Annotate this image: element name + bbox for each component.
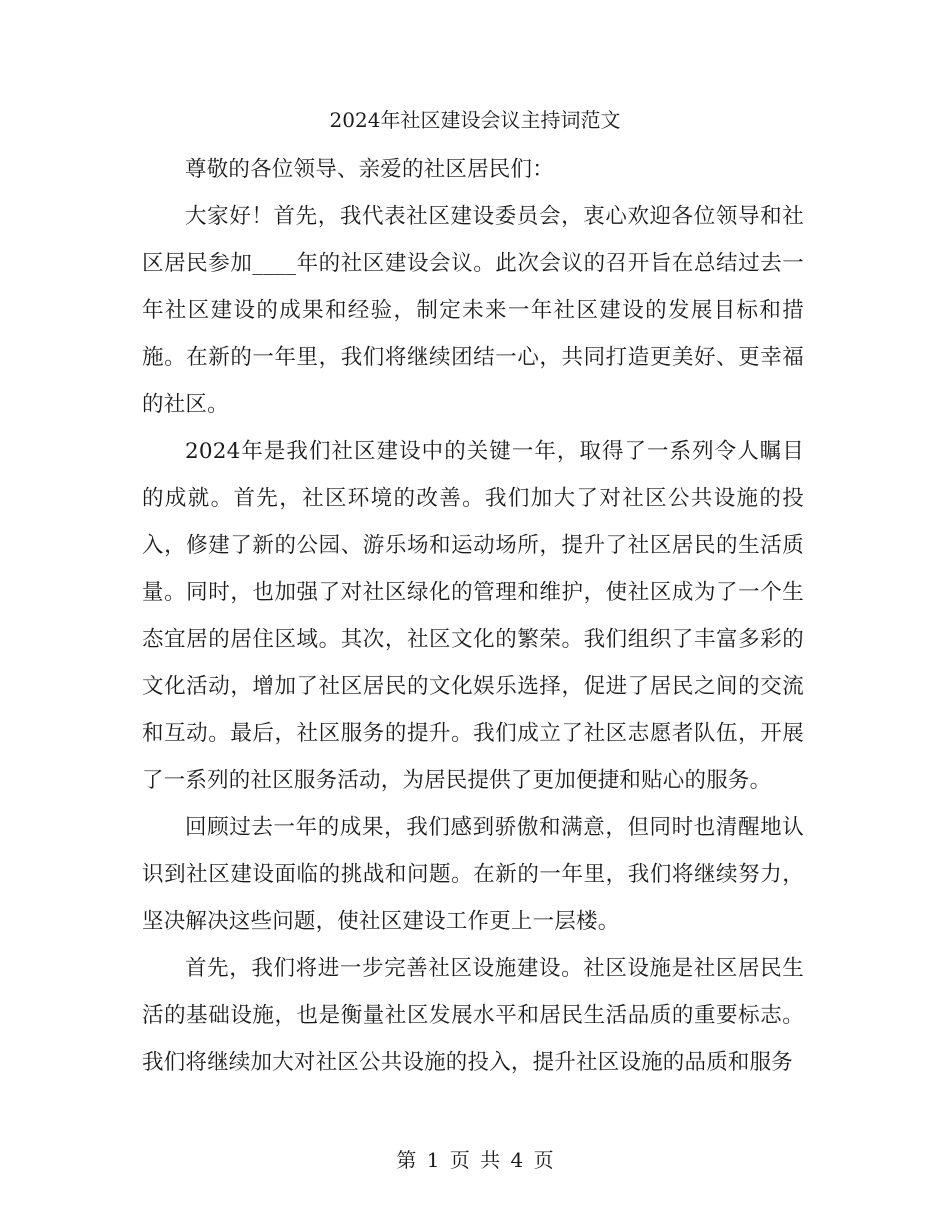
page-number-footer: 第 1 页 共 4 页	[396, 1148, 554, 1172]
reflection-paragraph: 回顾过去一年的成果，我们感到骄傲和满意，但同时也清醒地认识到社区建设面临的挑战和问题。在新的一年里，我们将继续努力，坚决解决这些问题，使社区建设工作更上一层楼。	[142, 815, 804, 934]
document-title: 2024年社区建设会议主持词范文	[329, 108, 621, 132]
opening-paragraph: 大家好！首先，我代表社区建设委员会，衷心欢迎各位领导和社区居民参加____年的社区建设会议。此次会议的召开旨在总结过去一年社区建设的成果和经验，制定未来一年社区建设的发展目标和措施。在新的一年里，我们将继续团结一心，共同打造更美好、更幸福的社区。	[142, 204, 804, 417]
salutation-paragraph: 尊敬的各位领导、亲爱的社区居民们：	[185, 157, 554, 182]
achievements-paragraph: 2024年是我们社区建设中的关键一年，取得了一系列令人瞩目的成就。首先，社区环境的改善。我们加大了对社区公共设施的投入，修建了新的公园、游乐场和运动场所，提升了社区居民的生活质量。同时，也加强了对社区绿化的管理和维护，使社区成为了一个生态宜居的居住区域。其次，社区文化的繁荣。我们组织了丰富多彩的文化活动，增加了社区居民的文化娱乐选择，促进了居民之间的交流和互动。最后，社区服务的提升。我们成立了社区志愿者队伍，开展了一系列的社区服务活动，为居民提供了更加便捷和贴心的服务。	[142, 439, 804, 793]
facilities-paragraph: 首先，我们将进一步完善社区设施建设。社区设施是社区居民生活的基础设施，也是衡量社区发展水平和居民生活品质的重要标志。我们将继续加大对社区公共设施的投入，提升社区设施的品质和服务	[142, 956, 804, 1075]
document-body	[142, 146, 804, 1086]
